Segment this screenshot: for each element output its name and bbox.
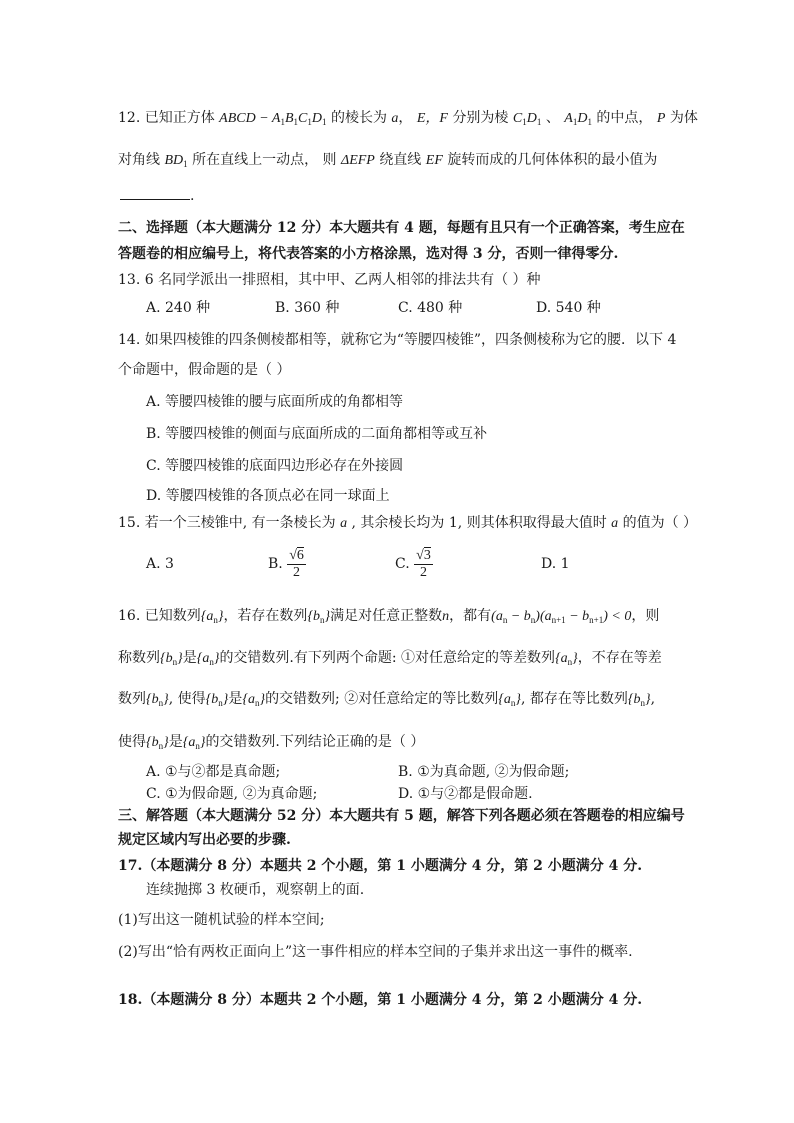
q17-heading: 17.（本题满分 8 分）本题共 2 个小题，第 1 小题满分 4 分，第 2 小题满分 4 分. xyxy=(118,858,643,874)
q16-l2a: 称数列 xyxy=(118,650,160,666)
q16-l1b: ，若存在数列 xyxy=(223,608,308,624)
section2-heading-line2: 答题卷的相应编号上，将代表答案的小方格涂黑，选对得 3 分，否则一律得零分. xyxy=(118,246,619,262)
q16-math-inequality: $(a_n - b_n)(a_{n+1} - b_{n+1}) < 0$ xyxy=(491,609,632,625)
q16-line4 xyxy=(118,732,424,756)
q16-math-bn-2: $\{b_n\}$ xyxy=(160,651,183,667)
q14-option-a: A. 等腰四棱锥的腰与底面所成的角都相等 xyxy=(146,394,404,410)
q12-line1: 12. 已知正方体 ABCD − $A_1B_1C_1D_1$ 的棱长为 a， E，F 分别为棱 $C_1D_1$ 、 $A_1D_1$ 的中点， P 为体 xyxy=(118,110,698,127)
q16-l4b: 是 xyxy=(168,734,183,750)
q12-math-a: a xyxy=(391,111,399,126)
q15-option-d: D. 1 xyxy=(541,556,570,572)
q16-l3c: 是 xyxy=(228,691,243,707)
q14-option-b: B. 等腰四棱锥的侧面与底面所成的二面角都相等或互补 xyxy=(146,426,488,442)
q12-math-a1d1: $A_1D_1$ xyxy=(564,111,592,127)
q15-option-c-denominator: 2 xyxy=(419,564,427,580)
q16-line3 xyxy=(118,689,655,713)
q16-math-an-6: $\{a_n\}$ xyxy=(182,735,206,751)
section3-heading-line2: 规定区域内写出必要的步骤. xyxy=(118,832,291,848)
q15-option-b-radicand: 6 xyxy=(296,547,304,563)
q16-line2 xyxy=(118,648,662,672)
q15-math-a: a xyxy=(340,516,348,531)
q15-option-c-label: C. xyxy=(395,556,410,572)
q12-line2-c: 绕直线 xyxy=(379,152,422,168)
q16-l3f: , xyxy=(650,691,656,707)
q12-text-3: 分别为棱 xyxy=(452,110,509,126)
q16-math-an-4: $\{a_n\}$ xyxy=(242,692,266,708)
q12-line2-b: 所在直线上一动点， 则 xyxy=(192,152,337,168)
q16-math-bn-3: $\{b_n\}$ xyxy=(146,692,169,708)
q13-option-b: B. 360 种 xyxy=(275,300,340,316)
q16-math-an-5: $\{a_n\}$ xyxy=(498,692,521,708)
q13-option-a: A. 240 种 xyxy=(146,300,211,316)
q12-tail: . xyxy=(190,188,195,204)
q15-stem-part1: 15. 若一个三棱锥中, 有一条棱长为 xyxy=(118,515,336,531)
q16-l4a: 使得 xyxy=(118,734,146,750)
section3-heading-line1: 三、解答题（本大题满分 52 分）本大题共有 5 题，解答下列各题必须在答题卷的相应编号 xyxy=(118,808,685,824)
q13-option-c: C. 480 种 xyxy=(398,300,463,316)
q17-body: 连续抛掷 3 枚硬币，观察朝上的面. xyxy=(146,882,365,898)
q14-option-c: C. 等腰四棱锥的底面四边形必存在外接圆 xyxy=(146,458,404,474)
q16-l3a: 数列 xyxy=(118,691,146,707)
q12-text-5: 的中点， xyxy=(596,110,653,126)
q16-math-n: n xyxy=(442,609,450,624)
q16-option-d: D. ①与②都是假命题. xyxy=(398,786,533,802)
q16-l1c: 满足对任意正整数 xyxy=(330,608,443,624)
q15-option-b-fraction: $\frac{√6}{2}$ xyxy=(289,547,304,580)
q12-number: 12. xyxy=(118,110,141,126)
q14-line2: 个命题中，假命题的是（ ） xyxy=(118,362,291,378)
q12-math-c1d1: $C_1D_1$ xyxy=(512,111,542,127)
q17-part2: (2)写出“恰有两枚正面向上”这一事件相应的样本空间的子集并求出这一事件的概率. xyxy=(118,944,633,960)
q16-l2b: 是 xyxy=(182,650,197,666)
q16-math-an: $\{a_n\}$ xyxy=(200,609,224,625)
q16-option-b: B. ①为真命题, ②为假命题; xyxy=(398,764,570,780)
q12-math-triangle: ΔEFP xyxy=(340,153,375,168)
q16-line1 xyxy=(118,606,659,630)
q18-heading: 18.（本题满分 8 分）本题共 2 个小题，第 1 小题满分 4 分，第 2 小题满分 4 分. xyxy=(118,992,643,1008)
q12-math-bd1: $BD_1$ xyxy=(164,153,188,169)
q16-l4c: 的交错数列.下列结论正确的是（ ） xyxy=(205,734,425,750)
q12-math-ef-line: EF xyxy=(425,153,443,168)
q15-stem-part2: , 其余棱长均为 1, 则其体积取得最大值时 xyxy=(351,515,607,531)
q16-math-bn: $\{b_n\}$ xyxy=(307,609,331,625)
q15-stem xyxy=(118,513,697,534)
q12-line2-d: 旋转而成的几何体体积的最小值为 xyxy=(447,152,658,168)
q16-option-c: C. ①为假命题, ②为真命题; xyxy=(146,786,318,802)
q16-option-a: A. ①与②都是真命题; xyxy=(146,764,281,780)
q14-line1: 14. 如果四棱锥的四条侧棱都相等，就称它为“等腰四棱锥”，四条侧棱称为它的腰．以下 4 xyxy=(118,332,677,348)
q15-stem-part3: 的值为（ ） xyxy=(622,515,698,531)
q16-math-bn-5: $\{b_n\}$ xyxy=(627,692,651,708)
q13-stem: 13. 6 名同学派出一排照相，其中甲、乙两人相邻的排法共有（ ）种 xyxy=(118,272,541,288)
q12-text-1: 已知正方体 xyxy=(144,110,215,126)
q12-math-p: P xyxy=(656,111,666,126)
q16-l1d: ，都有 xyxy=(449,608,492,624)
q12-math-ef: E，F xyxy=(416,111,448,126)
q15-option-c-radicand: 3 xyxy=(423,547,431,563)
q15-option-c xyxy=(395,542,433,586)
q16-math-bn-6: $\{b_n\}$ xyxy=(146,735,169,751)
q16-l3b: , 使得 xyxy=(168,691,206,707)
q16-l1e: ，则 xyxy=(631,608,660,624)
q16-l3d: 的交错数列; ②对任意给定的等比数列 xyxy=(265,691,499,707)
q15-option-c-fraction: $\frac{√3}{2}$ xyxy=(416,547,431,580)
q14-option-d: D. 等腰四棱锥的各顶点必在同一球面上 xyxy=(146,488,390,504)
q15-option-b xyxy=(268,542,306,586)
q17-part1: (1)写出这一随机试验的样本空间; xyxy=(118,912,325,928)
q16-math-an-2: $\{a_n\}$ xyxy=(196,651,220,667)
q16-math-an-3: $\{a_n\}$ xyxy=(555,651,578,667)
q16-l2d: ，不存在等差 xyxy=(577,650,662,666)
q12-line2-a: 对角线 xyxy=(118,152,160,168)
q12-answer-blank[interactable] xyxy=(120,199,190,200)
q15-option-b-denominator: 2 xyxy=(293,564,301,580)
q15-option-b-label: B. xyxy=(268,556,283,572)
q12-text-6: 为体 xyxy=(669,110,698,126)
q12-math-cube: ABCD − $A_1B_1C_1D_1$ xyxy=(219,111,327,127)
q12-text-2: 的棱长为 xyxy=(330,110,387,126)
q12-text-4: 、 xyxy=(545,110,560,126)
q16-l2c: 的交错数列.有下列两个命题: ①对任意给定的等差数列 xyxy=(219,650,556,666)
q16-l3e: , 都存在等比数列 xyxy=(520,691,628,707)
q15-option-a: A. 3 xyxy=(146,556,174,572)
q13-option-d: D. 540 种 xyxy=(536,300,601,316)
q15-math-a2: a xyxy=(611,516,619,531)
section2-heading-line1: 二、选择题（本大题满分 12 分）本大题共有 4 题，每题有且只有一个正确答案，考生应在 xyxy=(118,220,685,236)
q12-line2 xyxy=(118,150,657,174)
q16-math-bn-4: $\{b_n\}$ xyxy=(205,692,229,708)
q16-l1a: 16. 已知数列 xyxy=(118,608,201,624)
